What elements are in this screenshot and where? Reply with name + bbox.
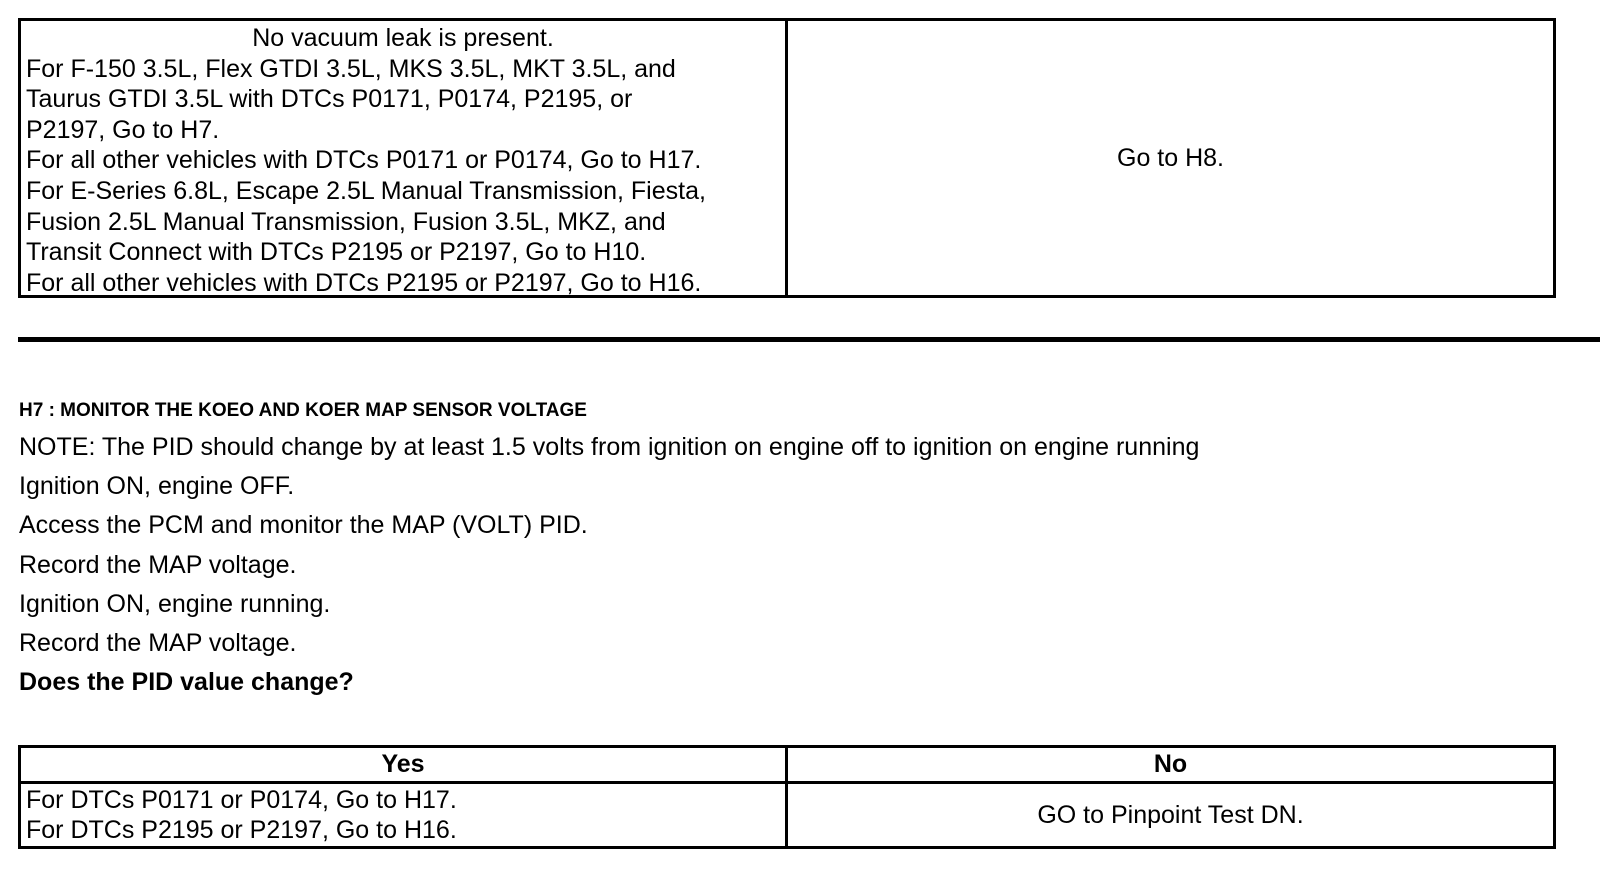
result-yes-cell [21,21,788,295]
yes-outcome-line: For DTCs P2195 or P2197, Go to H16. [26,816,457,844]
result-yes-line: For all other vehicles with DTCs P2195 or P2197, Go to H16. [26,268,702,297]
step-title: H7 : MONITOR THE KOEO AND KOER MAP SENSOR VOLTAGE [19,400,587,421]
step-h7 [19,398,1579,702]
step-instruction: Ignition ON, engine running. [19,589,331,618]
result-no-text: Go to H8. [1117,143,1224,172]
decision-header-row [21,748,1553,784]
no-outcome-cell [788,784,1553,846]
result-yes-line: For all other vehicles with DTCs P0171 or P0174, Go to H17. [26,146,702,175]
yes-outcome-line: For DTCs P0171 or P0174, Go to H17. [26,786,457,814]
yes-outcome-cell [21,784,788,846]
step-question: Does the PID value change? [19,668,354,697]
result-yes-line: Transit Connect with DTCs P2195 or P2197, Go to H10. [26,238,647,267]
result-yes-line: Taurus GTDI 3.5L with DTCs P0171, P0174, P2195, or [26,85,633,114]
section-divider [18,337,1600,342]
result-yes-line: For F-150 3.5L, Flex GTDI 3.5L, MKS 3.5L, MKT 3.5L, and [26,54,676,83]
result-yes-heading: No vacuum leak is present. [252,24,554,52]
step-instruction: Ignition ON, engine OFF. [19,472,295,501]
no-outcome-text: GO to Pinpoint Test DN. [1037,800,1304,829]
previous-step-result-table [18,18,1556,298]
decision-table [18,745,1556,849]
no-column-header: No [1153,750,1188,778]
result-yes-line: Fusion 2.5L Manual Transmission, Fusion 3.5L, MKZ, and [26,207,666,236]
step-instruction: Record the MAP voltage. [19,550,297,579]
step-instruction: Access the PCM and monitor the MAP (VOLT) PID. [19,511,588,540]
result-yes-line: For E-Series 6.8L, Escape 2.5L Manual Transmission, Fiesta, [26,176,706,205]
result-no-cell [788,21,1553,295]
yes-column-header: Yes [21,748,788,781]
result-yes-line: P2197, Go to H7. [26,115,220,144]
step-instruction: Record the MAP voltage. [19,628,297,657]
decision-body-row [21,784,1553,846]
step-note: NOTE: The PID should change by at least 1.5 volts from ignition on engine off to ignition on engine running [19,433,1200,461]
